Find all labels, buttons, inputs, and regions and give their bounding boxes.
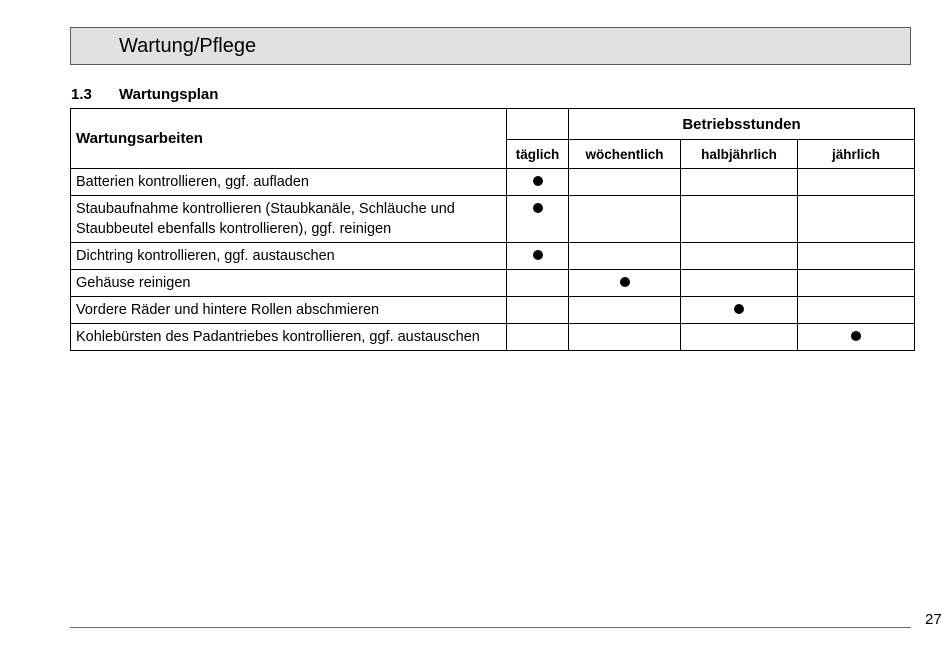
freq-header-annual: jährlich (798, 140, 915, 169)
operating-hours-header: Betriebsstunden (569, 109, 915, 140)
bullet-icon (533, 250, 543, 260)
maintenance-table (70, 108, 915, 351)
mark-cell-weekly (569, 196, 681, 243)
mark-cell-daily (507, 243, 569, 270)
table-row (71, 196, 915, 243)
chapter-header (70, 27, 911, 65)
mark-cell-weekly (569, 324, 681, 351)
mark-cell-annual (798, 270, 915, 297)
page-number: 27 (925, 611, 942, 628)
mark-cell-weekly (569, 243, 681, 270)
mark-cell-annual (798, 243, 915, 270)
table-row (71, 270, 915, 297)
task-cell: Staubaufnahme kontrollieren (Staubkanäle, Schläuche und Staubbeutel ebenfalls kontrollieren), ggf. reinigen (71, 196, 507, 243)
task-cell: Dichtring kontrollieren, ggf. austauschen (71, 243, 507, 270)
footer-divider (70, 627, 911, 628)
bullet-icon (533, 176, 543, 186)
section-number: 1.3 (71, 86, 92, 103)
bullet-icon (533, 203, 543, 213)
task-cell: Kohlebürsten des Padantriebes kontrollieren, ggf. austauschen (71, 324, 507, 351)
bullet-icon (851, 331, 861, 341)
mark-cell-daily (507, 169, 569, 196)
mark-cell-semiannual (681, 243, 798, 270)
task-column-header: Wartungsarbeiten (71, 109, 507, 169)
table-row (71, 324, 915, 351)
empty-header-cell (507, 109, 569, 140)
mark-cell-daily (507, 324, 569, 351)
mark-cell-semiannual (681, 196, 798, 243)
chapter-title: Wartung/Pflege (119, 35, 257, 57)
mark-cell-weekly (569, 169, 681, 196)
mark-cell-daily (507, 196, 569, 243)
freq-header-semiannual: halbjährlich (681, 140, 798, 169)
section-title: Wartungsplan (119, 86, 219, 103)
task-cell: Vordere Räder und hintere Rollen abschmieren (71, 297, 507, 324)
task-cell: Batterien kontrollieren, ggf. aufladen (71, 169, 507, 196)
mark-cell-semiannual (681, 270, 798, 297)
task-cell: Gehäuse reinigen (71, 270, 507, 297)
mark-cell-daily (507, 297, 569, 324)
mark-cell-annual (798, 169, 915, 196)
mark-cell-semiannual (681, 169, 798, 196)
mark-cell-weekly (569, 297, 681, 324)
mark-cell-semiannual (681, 324, 798, 351)
mark-cell-daily (507, 270, 569, 297)
table-row (71, 243, 915, 270)
bullet-icon (620, 277, 630, 287)
bullet-icon (734, 304, 744, 314)
mark-cell-annual (798, 196, 915, 243)
freq-header-weekly: wöchentlich (569, 140, 681, 169)
mark-cell-weekly (569, 270, 681, 297)
mark-cell-annual (798, 297, 915, 324)
table-row (71, 169, 915, 196)
mark-cell-semiannual (681, 297, 798, 324)
freq-header-daily: täglich (507, 140, 569, 169)
mark-cell-annual (798, 324, 915, 351)
table-row (71, 297, 915, 324)
